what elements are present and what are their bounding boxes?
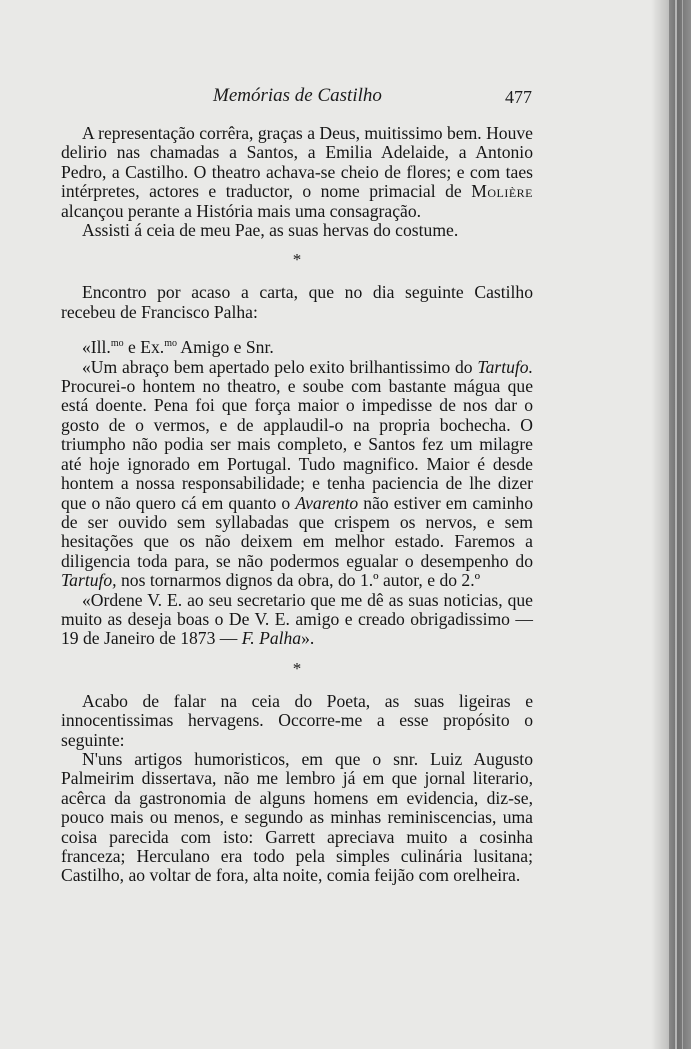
moliere-smallcaps: Molière — [471, 181, 533, 202]
title-avarento: Avarento — [295, 492, 359, 513]
letter-salutation: «Ill.$^{mo}$ e Ex.$^{mo}$ Amigo e Snr. — [82, 337, 274, 358]
paragraph-artigos: N'uns artigos humoristicos, em que o snr. Luiz Augusto Palmeirim dissertava, não me lembro já em que jornal literario, acêrca da gastronomia de alguns homens em evidencia, diz-se, pouco mais ou menos, e segundo as minhas reminiscencias, uma coisa parecida com isto: Garrett apreciava muito a cosinha franceza; Herculano era todo pela simples culinária lusitana; Castilho, ao voltar de fora, alta noite, comia feijão com orelheira. — [61, 748, 533, 886]
paragraph-carta-intro: Encontro por acaso a carta, que no dia seguinte Castilho recebeu de Francisco Palha: — [61, 282, 533, 322]
section-separator-2: * — [292, 658, 302, 678]
body-text — [61, 124, 533, 886]
title-tartufo-2: Tartufo, — [61, 570, 117, 591]
section-separator: * — [292, 250, 302, 270]
paragraph-acabo: Acabo de falar na ceia do Poeta, as suas ligeiras e innocentissimas hervagens. Occorre-me a esse propósito o seguinte: — [61, 690, 533, 750]
letter-paragraph-2: «Ordene V. E. ao seu secretario que me dê as suas noticias, que muito as deseja boas o De V. E. amigo e creado obrigadissimo — 19 de Janeiro de 1873 — F. Palha». — [61, 589, 533, 649]
letter-paragraph-1: «Um abraço bem apertado pelo exito brilhantissimo do Tartufo. Procurei-o hontem no theatro, e soube com bastante mágua que está doente. Pena foi que força maior o impedisse de nos dar o gosto de o vermos, e de applaudil-o na propria bochecha. O triumpho não podia ser mais completo, e Santos fez um milagre até hoje ignorado em Portugal. Tudo magnifico. Maior é desde hontem a nossa responsabilidade; e tenha paciencia de lhe dizer que o não quero cá em quanto o Avarento não estiver em caminho de ser ouvido sem syllabadas que crispem os nervos, e sem hesitações que os não deixem em melhor estado. Faremos a diligencia toda para, se não podermos egualar o desempenho do Tartufo, nos tornarmos dignos da obra, do 1.º autor, e do 2.º — [61, 356, 533, 591]
paragraph-representacao: A representação corrêra, graças a Deus, muitissimo bem. Houve delirio nas chamadas a Santos, a Emilia Adelaide, a Antonio Pedro, a Castilho. O theatro achava-se cheio de flores; e com taes intérpretes, actores e traductor, o nome primacial de Molière alcançou perante a História mais uma consagração. — [61, 123, 533, 221]
page-header — [0, 85, 669, 111]
spacer — [61, 322, 533, 338]
page-number: 477 — [505, 87, 532, 107]
paragraph-ceia: Assisti á ceia de meu Pae, as suas hervas do costume. — [82, 220, 459, 241]
signature-f-palha: F. Palha — [241, 628, 302, 649]
title-tartufo: Tartufo. — [477, 356, 533, 377]
book-page-edge — [669, 0, 691, 1049]
running-title: Memórias de Castilho — [213, 85, 382, 106]
